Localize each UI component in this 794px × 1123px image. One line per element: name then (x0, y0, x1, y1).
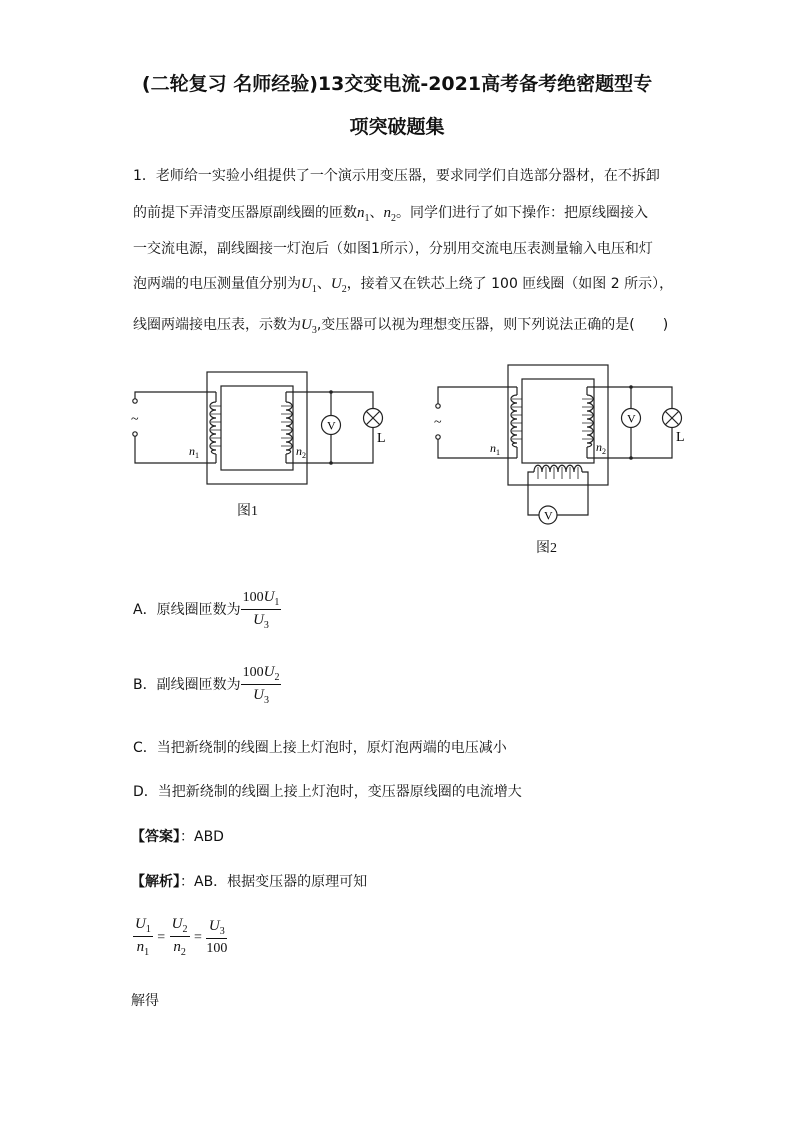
voltmeter-icon: V (544, 508, 553, 523)
label-n2: $n_2$ (296, 444, 306, 460)
figure-2-circuit (428, 360, 698, 530)
equals-sign: = (193, 930, 202, 945)
question-text: 。同学们进行了如下操作：把原线圈接入 (396, 205, 648, 221)
symbol-U2: $U_2$ (330, 276, 347, 295)
answer-label: 【答案】 (131, 829, 180, 845)
voltmeter-icon: V (327, 418, 336, 433)
lamp-label: L (377, 431, 386, 446)
analysis-text: ：AB．根据变压器的原理可知 (180, 874, 368, 890)
symbol-n2: $n_2$ (383, 205, 396, 224)
question-text: 、 (369, 205, 384, 221)
voltmeter-icon: V (627, 411, 636, 426)
figure-1-caption: 图1 (237, 504, 258, 519)
question-text: ，接着又在铁芯上绕了 100 匝线圈（如图 2 所示）， (346, 276, 674, 292)
option-d: D．当把新绕制的线圈上接上灯泡时，变压器原线圈的电流增大 (133, 784, 522, 800)
question-text: 的前提下弄清变压器原副线圈的匝数 (133, 205, 357, 221)
option-b-text: B．副线圈匝数为 (133, 677, 241, 693)
equals-sign: = (157, 930, 166, 945)
symbol-U1: $U_1$ (301, 276, 317, 295)
question-text: 线圈两端接电压表，示数为 (133, 317, 301, 333)
question-line-3: 一交流电源，副线圈接一灯泡后（如图1所示），分别用交流电压表测量输入电压和灯 (133, 241, 653, 257)
option-a (133, 589, 281, 631)
fraction-u1-n1: $\frac{U_1}{n_1}$ (135, 916, 151, 958)
option-a-text: A．原线圈匝数为 (133, 602, 241, 618)
option-b-fraction: $\frac{100U_2}{U_3}$ (242, 664, 280, 706)
answer-line (131, 826, 224, 846)
lamp-label: L (676, 430, 685, 445)
figure-2-caption: 图2 (536, 541, 557, 556)
question-text: 泡两端的电压测量值分别为 (133, 276, 301, 292)
page-title: (二轮复习 名师经验)13交变电流-2021高考备考绝密题型专 (141, 73, 653, 95)
question-text: 、 (316, 276, 331, 292)
symbol-U3: $U_3$ (301, 317, 317, 336)
label-n2: $n_2$ (596, 440, 606, 456)
option-c: C．当把新绕制的线圈上接上灯泡时，原灯泡两端的电压减小 (133, 740, 507, 756)
fraction-u3-100: $\frac{U_3}{100}$ (206, 917, 228, 956)
ac-source-icon: ~ (434, 415, 442, 430)
page-title-continued: 项突破题集 (349, 116, 445, 138)
figure-1-circuit (125, 362, 395, 492)
question-line-5 (133, 314, 668, 336)
question-line-2 (133, 202, 648, 224)
ac-source-icon: ~ (131, 412, 139, 427)
fraction-u2-n2: $\frac{U_2}{n_2}$ (171, 916, 188, 958)
analysis-line (131, 871, 367, 891)
question-text: ,变压器可以视为理想变压器，则下列说法正确的是( ) (316, 317, 669, 333)
question-line-1: 1．老师给一实验小组提供了一个演示用变压器，要求同学们自选部分器材，在不拆卸 (133, 168, 660, 184)
answer-text: ：ABD (180, 829, 224, 845)
option-a-fraction: $\frac{100U_1}{U_3}$ (242, 589, 280, 631)
solve-text: 解得 (131, 993, 159, 1009)
analysis-label: 【解析】 (131, 874, 180, 890)
label-n1: $n_1$ (189, 444, 199, 460)
label-n1: $n_1$ (490, 441, 500, 457)
symbol-n1: $n_1$ (357, 205, 370, 224)
option-b (133, 664, 281, 706)
question-line-4 (133, 273, 673, 295)
ratio-equation (133, 916, 227, 958)
